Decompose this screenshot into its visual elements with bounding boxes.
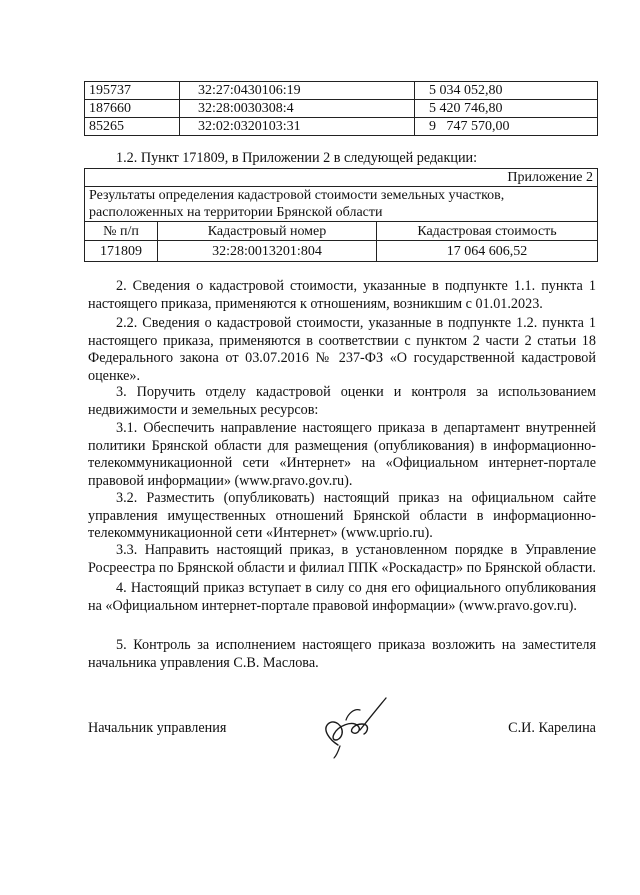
table-cell-cadastral-value: 9 747 570,00	[415, 118, 598, 136]
paragraph-3-2: 3.2. Разместить (опубликовать) настоящий приказ на официальном сайте управления имущественных отношений Брянской области в информационно-телекоммуникационной сети «Интернет» (www.uprio.ru).	[88, 490, 596, 541]
signatory-name: С.И. Карелина	[508, 720, 596, 736]
table-cell-number: 85265	[85, 118, 180, 136]
paragraph-2-2: 2.2. Сведения о кадастровой стоимости, указанные в подпункте 1.2. пункта 1 настоящего приказа, применяются в соответствии с пунктом 2 части 2 статьи 18 Федерального закона от 03.07.2016 № 237-ФЗ «О государственной кадастровой оценке».	[88, 315, 596, 384]
paragraph-3-1: 3.1. Обеспечить направление настоящего приказа в департамент внутренней политики Брянской области для размещения (опубликования) в информационно-телекоммуникационной сети «Интернет» на «Официальном интернет-портале правовой информации» (www.pravo.gov.ru).	[88, 420, 596, 489]
paragraph-2: 2. Сведения о кадастровой стоимости, указанные в подпункте 1.1. пункта 1 настоящего приказа, применяются к отношениям, возникшим с 01.01.2023.	[88, 278, 596, 312]
table-cell-cadastral-number: 32:28:0013201:804	[158, 241, 377, 262]
header-cadastral-number: Кадастровый номер	[158, 222, 377, 241]
paragraph-3: 3. Поручить отделу кадастровой оценки и контроля за использованием недвижимости и земельных ресурсов:	[88, 384, 596, 418]
header-number: № п/п	[85, 222, 158, 241]
cadastral-values-table	[84, 81, 598, 136]
table-row	[85, 118, 598, 136]
table-cell-number: 195737	[85, 82, 180, 100]
table-cell-cadastral-number: 32:28:0030308:4	[180, 100, 415, 118]
table-cell-cadastral-value: 17 064 606,52	[377, 241, 598, 262]
header-cadastral-value: Кадастровая стоимость	[377, 222, 598, 241]
appendix-label: Приложение 2	[85, 169, 598, 187]
table-header-row	[85, 222, 598, 241]
table-cell-cadastral-value: 5 420 746,80	[415, 100, 598, 118]
table-cell-number: 187660	[85, 100, 180, 118]
table-cell-cadastral-number: 32:02:0320103:31	[180, 118, 415, 136]
table-cell-cadastral-value: 5 034 052,80	[415, 82, 598, 100]
appendix-title: Результаты определения кадастровой стоимости земельных участков, расположенных на территории Брянской области	[85, 187, 598, 222]
table-row	[85, 82, 598, 100]
table-row	[85, 241, 598, 262]
paragraph-4: 4. Настоящий приказ вступает в силу со дня его официального опубликования на «Официальном интернет-портале правовой информации» (www.pravo.gov.ru).	[88, 580, 596, 614]
table-row	[85, 100, 598, 118]
table-cell-number: 171809	[85, 241, 158, 262]
signatory-position: Начальник управления	[88, 720, 227, 736]
appendix-table	[84, 168, 598, 262]
table-cell-cadastral-number: 32:27:0430106:19	[180, 82, 415, 100]
item-1-2: 1.2. Пункт 171809, в Приложении 2 в следующей редакции:	[116, 150, 478, 166]
handwritten-signature	[300, 690, 400, 760]
paragraph-5: 5. Контроль за исполнением настоящего приказа возложить на заместителя начальника управления С.В. Маслова.	[88, 637, 596, 671]
paragraph-3-3: 3.3. Направить настоящий приказ, в установленном порядке в Управление Росреестра по Брянской области и филиал ППК «Роскадастр» по Брянской области.	[88, 542, 596, 576]
